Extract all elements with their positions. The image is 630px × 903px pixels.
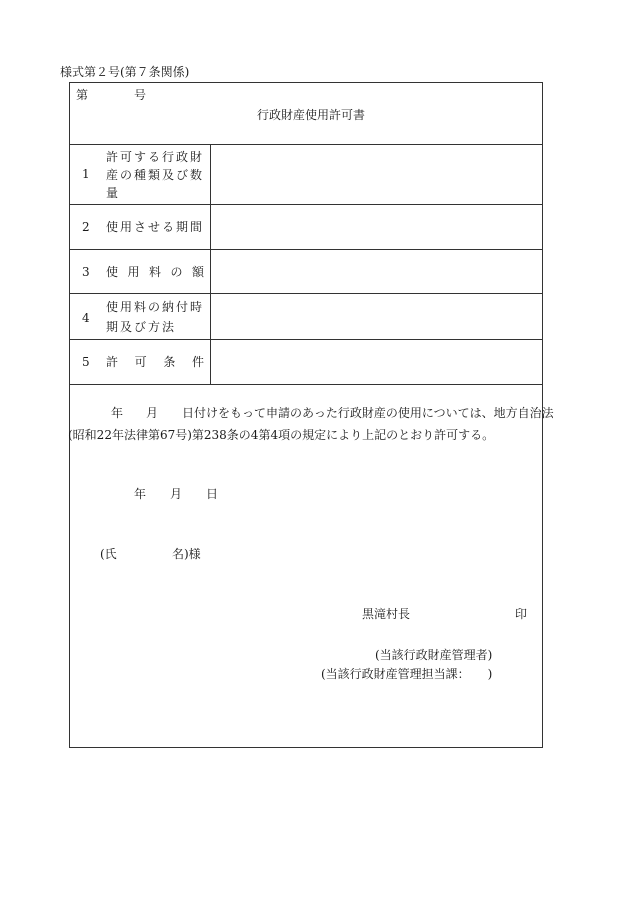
row-label: 許 可 条 件 — [106, 355, 204, 369]
date-month: 月 — [170, 487, 183, 501]
row-number: 3 — [82, 265, 90, 279]
permit-number-suffix: 号 — [134, 88, 147, 102]
form-label: 様式第２号(第７条関係) — [60, 65, 190, 79]
intro-text-line1: 日付けをもって申請のあった行政財産の使用については、地方自治法 — [182, 406, 554, 420]
row-value-cell — [211, 145, 543, 204]
row-label-line: 許可する行政財 — [106, 150, 205, 164]
row-label-line: 使用料の納付時 — [106, 300, 205, 314]
document-title: 行政財産使用許可書 — [257, 108, 366, 122]
date-year: 年 — [134, 487, 147, 501]
row-label-line: 使用させる期間 — [106, 220, 205, 234]
intro-year: 年 — [111, 406, 124, 420]
recipient-close: 名)様 — [172, 547, 201, 561]
row-label-line: 産の種類及び数 — [106, 168, 205, 182]
intro-text-line2: (昭和22年法律第67号)第238条の4第4項の規定により上記のとおり許可する。 — [68, 428, 495, 442]
row-label-line: 量 — [106, 186, 121, 200]
seal-mark: 印 — [515, 607, 528, 621]
row-number: 5 — [82, 355, 90, 369]
recipient-open: (氏 — [100, 547, 117, 561]
responsible-section: (当該行政財産管理担当課： ) — [321, 667, 493, 681]
row-label: 使 用 料 の 額 — [106, 265, 204, 279]
intro-month: 月 — [146, 406, 159, 420]
permit-number-prefix: 第 — [76, 88, 89, 102]
row-number: 4 — [82, 311, 90, 325]
permit-form — [68, 82, 554, 748]
row-number: 2 — [82, 220, 90, 234]
row-value-cell — [211, 340, 543, 384]
row-value-cell — [211, 205, 543, 249]
property-manager: (当該行政財産管理者) — [375, 648, 493, 662]
date-day: 日 — [206, 487, 219, 501]
row-divider — [70, 384, 542, 385]
row-value-cell — [211, 250, 543, 293]
row-label-line: 期及び方法 — [106, 320, 177, 334]
row-number: 1 — [82, 167, 90, 181]
issuer-name: 黒滝村長 — [362, 607, 411, 621]
row-value-cell — [211, 294, 543, 339]
